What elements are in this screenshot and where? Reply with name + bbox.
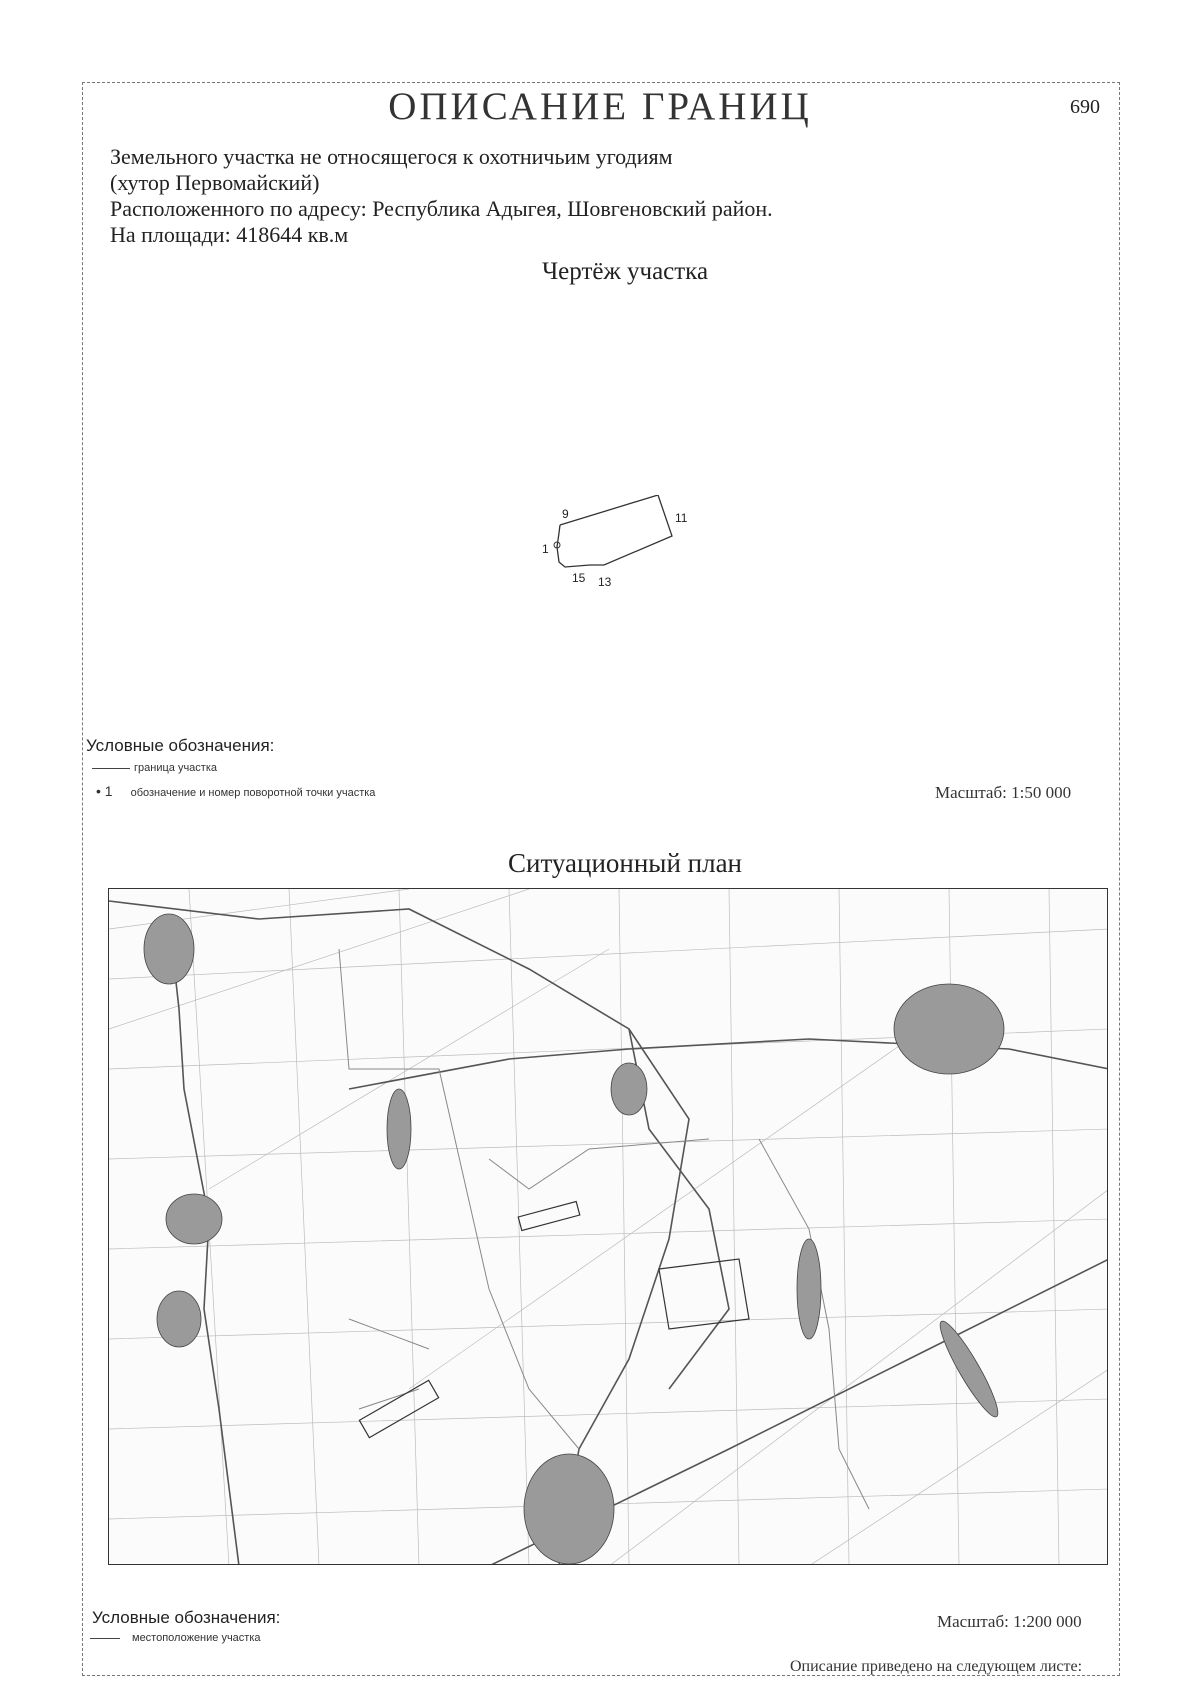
legend-title: Условные обозначения: bbox=[86, 736, 275, 755]
description-line: (хутор Первомайский) bbox=[110, 170, 320, 195]
point-label-9: 9 bbox=[562, 507, 569, 521]
scale-label-2: Масштаб: 1:200 000 bbox=[937, 1612, 1082, 1631]
description-line: Расположенного по адресу: Республика Адыгея, Шовгеновский район. bbox=[110, 196, 773, 221]
point-label-15: 15 bbox=[572, 571, 586, 585]
area-line: На площади: 418644 кв.м bbox=[110, 222, 349, 247]
description-line: Земельного участка не относящегося к охотничьим угодиям bbox=[110, 144, 673, 169]
legend-boundary: граница участка bbox=[92, 762, 217, 774]
point-label-1: 1 bbox=[542, 542, 549, 556]
situation-plan-title: Ситуационный план bbox=[507, 848, 743, 878]
legend-title-2: Условные обозначения: bbox=[92, 1608, 281, 1627]
legend-point: • 1 обозначение и номер поворотной точки участка bbox=[96, 783, 376, 799]
point-label-11: 11 bbox=[675, 511, 688, 525]
page-number: 690 bbox=[1070, 96, 1100, 118]
description-block bbox=[110, 144, 773, 248]
legend-location: местоположение участка bbox=[90, 1632, 261, 1644]
point-label-13: 13 bbox=[598, 575, 612, 589]
point-symbol: • 1 bbox=[96, 783, 113, 799]
scale-label: Масштаб: 1:50 000 bbox=[935, 783, 1072, 802]
topographic-map bbox=[109, 889, 1108, 1565]
parcel-boundary bbox=[557, 495, 672, 567]
location-line-symbol bbox=[90, 1638, 120, 1639]
footer-note: Описание приведено на следующем листе: bbox=[790, 1658, 1083, 1675]
situation-map bbox=[108, 888, 1108, 1565]
drawing-title: Чертёж участка bbox=[541, 258, 709, 285]
parcel-drawing bbox=[520, 495, 690, 605]
document-title: ОПИСАНИЕ ГРАНИЦ bbox=[388, 85, 812, 128]
boundary-line-symbol bbox=[92, 768, 130, 769]
